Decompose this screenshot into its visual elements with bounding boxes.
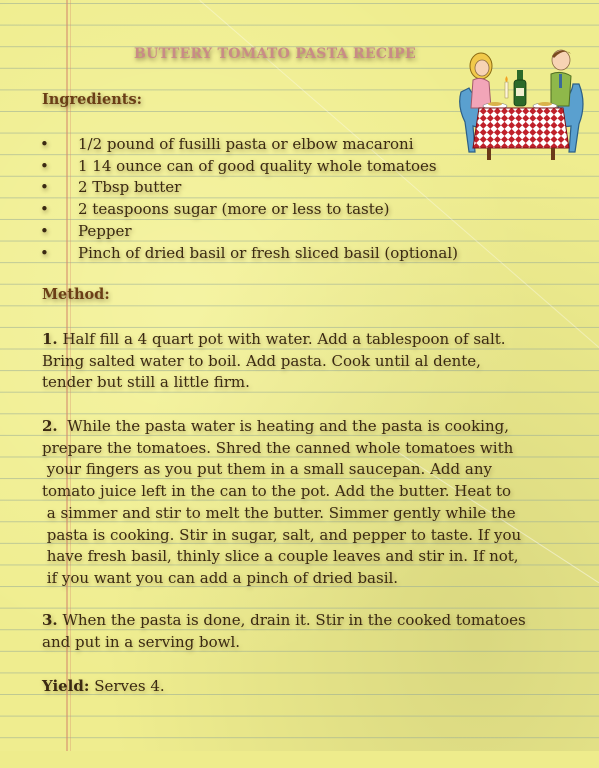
step-line: [42, 416, 592, 438]
step-text: When the pasta is done, drain it. Stir in the cooked tomatoes: [62, 611, 526, 629]
ingredient-text: 1/2 pound of fusilli pasta or elbow macaroni: [78, 135, 414, 153]
step-text: have fresh basil, thinly slice a couple leaves and stir in. If not,: [42, 547, 519, 566]
method-step: [42, 416, 592, 590]
bullet-icon: •: [40, 178, 49, 197]
yield-value: Serves 4.: [94, 677, 165, 695]
method-step: [42, 610, 592, 653]
method-heading: Method:: [42, 286, 110, 303]
step-line: [42, 329, 592, 351]
step-text: tomato juice left in the can to the pot. Add the butter. Heat to: [42, 482, 512, 501]
list-item: [40, 243, 458, 265]
step-text: prepare the tomatoes. Shred the canned whole tomatoes with: [42, 438, 514, 457]
yield-line: [42, 676, 592, 698]
ingredient-text: Pinch of dried basil or fresh sliced basil (optional): [78, 243, 458, 262]
step-text: Bring salted water to boil. Add pasta. Cook until al dente,: [42, 351, 481, 370]
step-text: your fingers as you put them in a small saucepan. Add any: [42, 460, 492, 479]
list-item: [40, 134, 458, 156]
step-number: 2.: [42, 417, 58, 435]
step-number: 3.: [42, 611, 58, 629]
step-text: and put in a serving bowl.: [42, 632, 241, 651]
bullet-icon: •: [40, 243, 49, 262]
step-text: if you want you can add a pinch of dried basil.: [42, 568, 399, 587]
yield-label: Yield:: [42, 677, 90, 695]
bullet-icon: •: [40, 200, 49, 219]
step-text: pasta is cooking. Stir in sugar, salt, and pepper to taste. If you: [42, 525, 522, 544]
couple-dining-icon: [455, 44, 590, 164]
ingredients-list: [40, 134, 458, 264]
step-line: [42, 610, 592, 632]
step-text: a simmer and stir to melt the butter. Simmer gently while the: [42, 503, 516, 522]
ingredient-text: Pepper: [78, 221, 132, 240]
step-text: tender but still a little firm.: [42, 373, 250, 392]
list-item: [40, 156, 458, 178]
ingredients-heading: Ingredients:: [42, 91, 142, 108]
step-text: While the pasta water is heating and the pasta is cooking,: [67, 417, 510, 435]
bullet-icon: •: [40, 135, 49, 153]
ingredient-text: 2 Tbsp butter: [78, 178, 182, 197]
step-text: Half fill a 4 quart pot with water. Add a tablespoon of salt.: [62, 330, 506, 348]
step-number: 1.: [42, 330, 58, 348]
bullet-icon: •: [40, 221, 49, 240]
list-item: [40, 199, 458, 221]
ingredient-text: 2 teaspoons sugar (more or less to taste): [78, 200, 390, 219]
recipe-title: BUTTERY TOMATO PASTA RECIPE: [134, 46, 416, 62]
ingredient-text: 1 14 ounce can of good quality whole tomatoes: [78, 156, 437, 175]
bullet-icon: •: [40, 156, 49, 175]
list-item: [40, 177, 458, 199]
method-step: [42, 329, 592, 394]
list-item: [40, 221, 458, 243]
